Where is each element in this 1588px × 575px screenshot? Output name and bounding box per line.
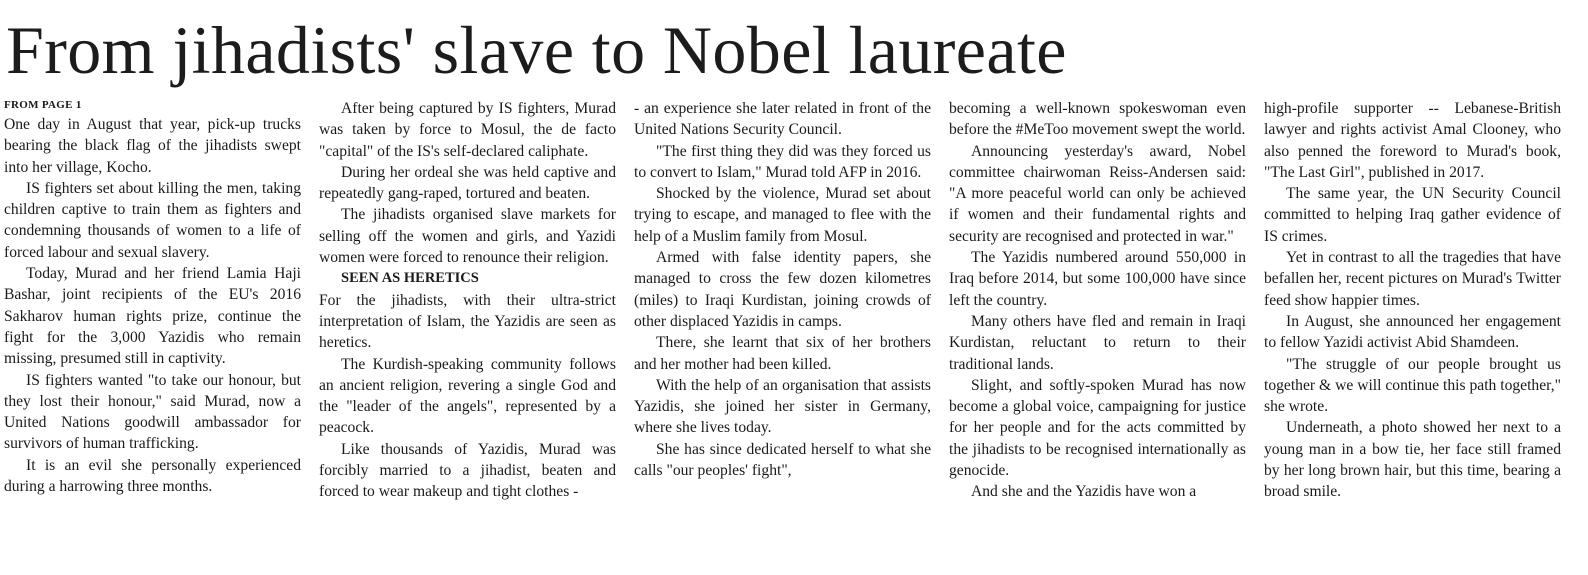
paragraph: "The struggle of our people brought us together & we will continue this path together," she wrote. <box>1264 355 1561 416</box>
paragraph: "The first thing they did was they forced us to convert to Islam," Murad told AFP in 2016. <box>634 142 931 181</box>
paragraph: Armed with false identity papers, she managed to cross the few dozen kilometres (miles) to Iraqi Kurdistan, joining crowds of other displaced Yazidis in camps. <box>634 249 931 330</box>
headline: From jihadists' slave to Nobel laureate <box>6 12 1067 88</box>
column-3 <box>634 98 931 568</box>
paragraph: In August, she announced her engagement to fellow Yazidi activist Abid Shamdeen. <box>1264 312 1561 352</box>
paragraph: There, she learnt that six of her brothers and her mother had been killed. <box>634 334 931 373</box>
continuation-kicker: FROM PAGE 1 <box>4 99 82 111</box>
paragraph: After being captured by IS fighters, Murad was taken by force to Mosul, the de facto "capital" of the IS's self-declared caliphate. <box>319 100 616 160</box>
paragraph: She has since dedicated herself to what she calls "our peoples' fight", <box>634 440 931 480</box>
paragraph: The Yazidis numbered around 550,000 in Iraq before 2014, but some 100,000 have since left the country. <box>949 249 1246 309</box>
paragraph: And she and the Yazidis have won a <box>971 483 1197 501</box>
paragraph: The same year, the UN Security Council committed to helping Iraq gather evidence of IS crimes. <box>1264 185 1561 245</box>
paragraph: The Kurdish-speaking community follows an ancient religion, revering a single God and the "leader of the angels", represented by a peacock. <box>319 355 616 437</box>
column-5 <box>1264 98 1561 568</box>
paragraph: During her ordeal she was held captive and repeatedly gang-raped, tortured and beaten. <box>319 163 616 203</box>
paragraph: high-profile supporter -- Lebanese-British lawyer and rights activist Amal Clooney, who also penned the foreword to Murad's book, "The Last Girl", published in 2017. <box>1264 100 1561 181</box>
paragraph: The jihadists organised slave markets for selling off the women and girls, and Yazidi women were forced to renounce their religion. <box>319 206 616 267</box>
paragraph: IS fighters set about killing the men, taking children captive to train them as fighters and condemning thousands of women to a life of forced labour and sexual slavery. <box>4 179 301 261</box>
column-4 <box>949 98 1246 568</box>
paragraph: becoming a well-known spokeswoman even before the #MeToo movement swept the world. <box>949 100 1246 139</box>
paragraph: Yet in contrast to all the tragedies that have befallen her, recent pictures on Murad's Twitter feed show happier times. <box>1264 249 1561 309</box>
paragraph: One day in August that year, pick-up trucks bearing the black flag of the jihadists swept into her village, Kocho. <box>4 116 301 176</box>
paragraph: Like thousands of Yazidis, Murad was forcibly married to a jihadist, beaten and forced to wear makeup and tight clothes - <box>319 440 616 501</box>
column-1 <box>4 98 301 568</box>
paragraph: For the jihadists, with their ultra-strict interpretation of Islam, the Yazidis are seen as heretics. <box>319 291 616 352</box>
paragraph: Announcing yesterday's award, Nobel committee chairwoman Reiss-Andersen said: "A more peaceful world can only be achieved if women and their fundamental rights and security are recognised and protected in war." <box>949 142 1246 245</box>
paragraph: With the help of an organisation that assists Yazidis, she joined her sister in Germany, where she lives today. <box>634 376 931 437</box>
section-subhead: SEEN AS HERETICS <box>341 270 479 287</box>
article-body <box>4 98 1561 568</box>
paragraph: Today, Murad and her friend Lamia Haji Bashar, joint recipients of the EU's 2016 Sakharov human rights prize, continue the fight for the 3,000 Yazidis who remain missing, presumed still in captivity. <box>4 265 301 368</box>
paragraph: Underneath, a photo showed her next to a young man in a bow tie, her face still framed by her long brown hair, but this time, bearing a broad smile. <box>1264 419 1561 501</box>
paragraph: Many others have fled and remain in Iraqi Kurdistan, reluctant to return to their traditional lands. <box>949 312 1246 373</box>
paragraph: Shocked by the violence, Murad set about trying to escape, and managed to flee with the help of a Muslim family from Mosul. <box>634 185 931 245</box>
paragraph: - an experience she later related in front of the United Nations Security Council. <box>634 100 931 139</box>
column-2 <box>319 98 616 568</box>
paragraph: Slight, and softly-spoken Murad has now become a global voice, campaigning for justice for her people and for the acts committed by the jihadists to be recognised internationally as genocide. <box>949 376 1246 480</box>
paragraph: IS fighters wanted "to take our honour, but they lost their honour," said Murad, now a United Nations goodwill ambassador for survivors of human trafficking. <box>4 371 301 453</box>
paragraph: It is an evil she personally experienced during a harrowing three months. <box>4 456 301 496</box>
